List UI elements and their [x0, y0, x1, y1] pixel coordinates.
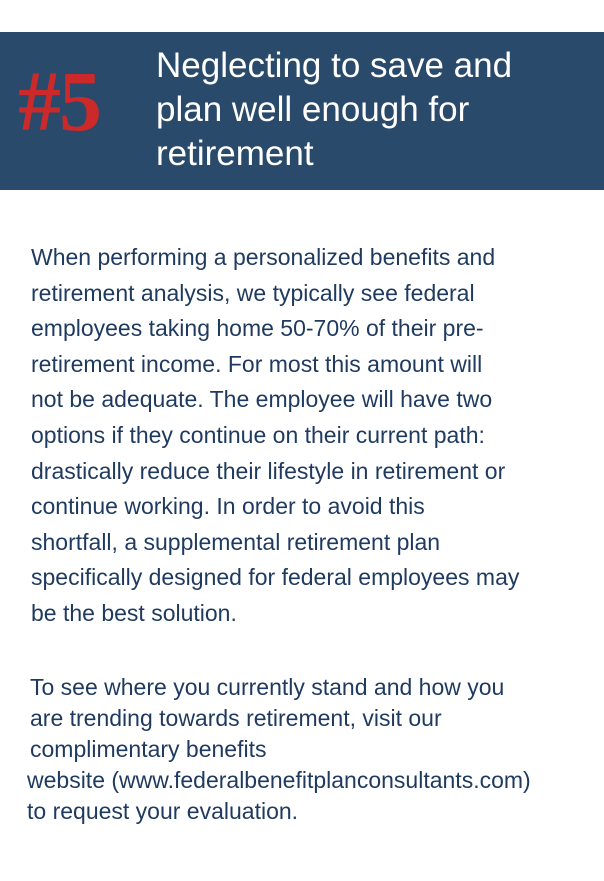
text-line: options if they continue on their current path: [31, 421, 485, 448]
body-paragraph-analysis [31, 240, 519, 632]
page-title [156, 44, 596, 176]
text-line: continue working. In order to avoid this [31, 493, 425, 520]
title-line: plan well enough for [156, 90, 470, 129]
text-line: shortfall, a supplemental retirement plan [31, 528, 441, 555]
text-line: When performing a personalized benefits and [31, 244, 496, 270]
text-line: not be adequate. The employee will have two [31, 386, 493, 413]
text-line: drastically reduce their lifestyle in retirement or [31, 457, 506, 484]
text-line: be the best solution. [31, 599, 237, 626]
text-line: are trending towards retirement, visit our [30, 705, 442, 731]
website-line: website (www.federalbenefitplanconsultants.com) [27, 767, 531, 793]
tip-number: #5 [18, 53, 100, 149]
text-line: retirement analysis, we typically see federal [31, 279, 475, 306]
text-line: to request your evaluation. [27, 798, 299, 824]
title-line: Neglecting to save and [156, 46, 513, 85]
title-line: retirement [156, 134, 314, 173]
text-line: To see where you currently stand and how you [30, 674, 505, 700]
text-line: retirement income. For most this amount will [31, 350, 483, 377]
text-line: employees taking home 50-70% of their pre- [31, 315, 484, 342]
text-line: complimentary benefits [30, 736, 267, 762]
body-paragraph-call-to-action [27, 672, 531, 827]
text-line: specifically designed for federal employees may [31, 564, 520, 591]
